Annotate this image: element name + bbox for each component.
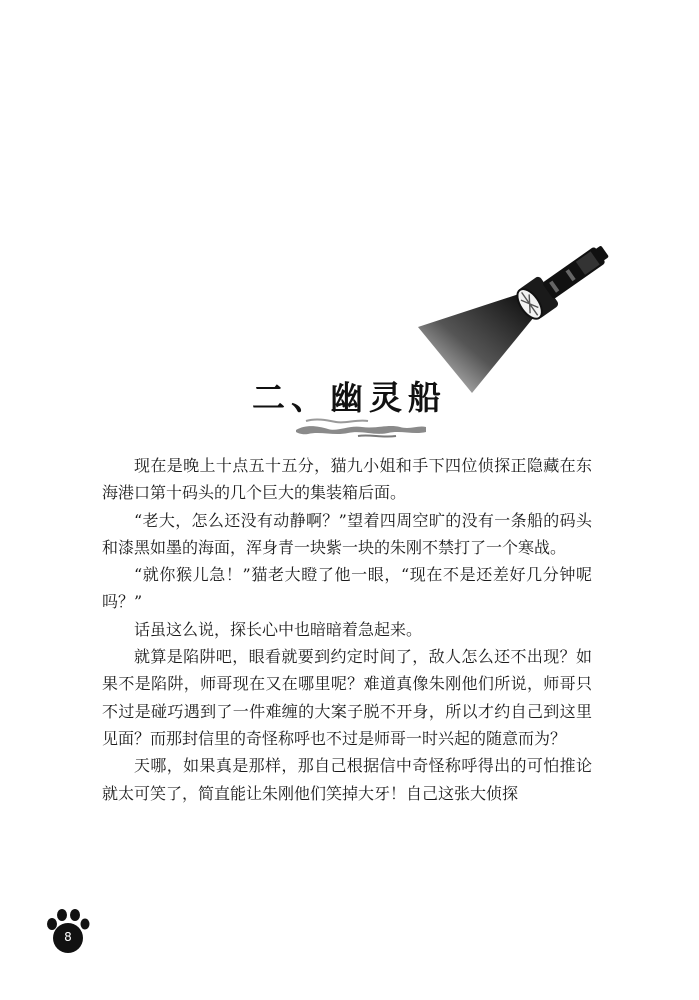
chapter-body <box>102 452 592 807</box>
flashlight-icon <box>400 235 610 395</box>
wave-icon <box>296 416 426 440</box>
chapter-title: 二、幽灵船 <box>252 378 447 417</box>
paragraph: 话虽这么说，探长心中也暗暗着急起来。 <box>134 619 423 639</box>
paragraph: 就算是陷阱吧，眼看就要到约定时间了，敌人怎么还不出现？如果不是陷阱，师哥现在又在哪里呢？难道真像朱刚他们所说，师哥只不过是碰巧遇到了一件难缠的大案子脱不开身，所以才约自己到这里见面？而那封信里的奇怪称呼也不过是师哥一时兴起的随意而为？ <box>102 647 592 748</box>
paragraph: “老大，怎么还没有动静啊？”望着四周空旷的没有一条船的码头和漆黑如墨的海面，浑身青一块紫一块的朱刚不禁打了一个寒战。 <box>102 510 592 557</box>
paragraph: “就你猴儿急！”猫老大瞪了他一眼，“现在不是还差好几分钟呢吗？” <box>102 565 592 612</box>
paragraph: 现在是晚上十点五十五分，猫九小姐和手下四位侦探正隐藏在东海港口第十码头的几个巨大的集装箱后面。 <box>102 456 592 503</box>
page-number: 8 <box>64 930 72 944</box>
paragraph: 天哪，如果真是那样，那自己根据信中奇怪称呼得出的可怕推论就太可笑了，简直能让朱刚他们笑掉大牙！自己这张大侦探 <box>102 756 592 803</box>
